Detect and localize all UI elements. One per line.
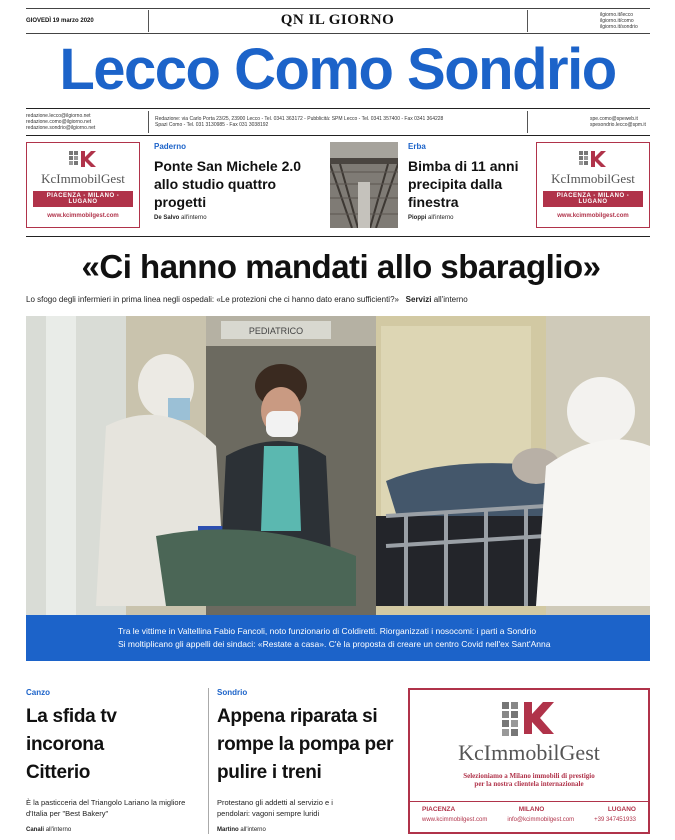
ad-email[interactable]: info@kcimmobilgest.com <box>507 817 575 823</box>
main-photo <box>26 316 650 619</box>
divider <box>527 111 528 133</box>
kc-logo-icon <box>579 149 607 171</box>
story-headline[interactable]: Ponte San Michele 2.0 allo studio quattro progetti <box>154 158 302 210</box>
divider <box>527 10 528 32</box>
issue-date: GIOVEDÌ 19 marzo 2020 <box>26 18 94 24</box>
ad-city: PIACENZA <box>422 806 456 813</box>
ad-cities: PIACENZA - MILANO - LUGANO <box>543 191 643 207</box>
rule <box>26 108 650 109</box>
story-paderno[interactable] <box>154 142 324 221</box>
ad-brand-name: KcImmobilGest <box>41 171 125 186</box>
story-byline: De Salvo all'interno <box>154 215 207 221</box>
editorial-emails: redazione.lecco@ilgiorno.net redazione.como@ilgiorno.net redazione.sondrio@ilgiorno.net <box>26 113 96 131</box>
edition-title: Lecco Como Sondrio <box>59 37 616 102</box>
ad-tagline: Selezioniamo a Milano immobili di prestigio per la nostra clientela internazionale <box>463 772 595 788</box>
story-canzo[interactable] <box>26 688 201 833</box>
divider <box>148 10 149 32</box>
ad-contacts: spe.como@speweb.it spesondrio.lecco@spm.it <box>590 116 646 128</box>
edition-websites: ilgiorno.it/lecco ilgiorno.it/como ilgiorno.it/sondrio <box>600 12 638 30</box>
ad-phone: +39 347451933 <box>594 817 636 823</box>
main-subline: Lo sfogo degli infermieri in prima linea negli ospedali: «Le protezioni che ci hanno dato erano sufficienti?» Servizi all'interno <box>26 295 468 304</box>
newspaper-brand: QN IL GIORNO <box>280 12 395 28</box>
divider <box>148 111 149 133</box>
ad-city: LUGANO <box>607 806 636 813</box>
rule <box>26 135 650 136</box>
story-byline: Martino all'interno <box>217 827 266 833</box>
story-byline: Pioppi all'interno <box>408 215 454 221</box>
story-byline: Canali all'interno <box>26 827 72 833</box>
story-headline[interactable]: Bimba di 11 anni precipita dalla finestra <box>408 158 519 210</box>
story-section: Canzo <box>26 688 50 697</box>
ad-url[interactable]: www.kcimmobilgest.com <box>47 213 119 219</box>
main-headline[interactable]: «Ci hanno mandati allo sbaraglio» <box>81 248 601 285</box>
ad-brand-name: KcImmobilGest <box>458 740 600 765</box>
story-headline[interactable]: La sfida tv incorona Citterio <box>26 706 117 783</box>
ad-url[interactable]: www.kcimmobilgest.com <box>557 213 629 219</box>
photo-sign: PEDIATRICO <box>248 326 304 336</box>
ad-footer <box>410 801 648 832</box>
rule <box>26 236 650 237</box>
ad-brand-name: KcImmobilGest <box>551 171 635 186</box>
story-section: Paderno <box>154 142 187 151</box>
ad-city: MILANO <box>518 806 545 813</box>
small-ad-left[interactable] <box>26 142 140 228</box>
story-section: Sondrio <box>217 688 248 697</box>
kc-logo-icon <box>69 149 97 171</box>
story-sondrio[interactable] <box>217 688 397 833</box>
photo-caption: Tra le vittime in Valtellina Fabio Fancoli, noto funzionario di Coldiretti. Riorganizzati i nosocomi: i parti a Sondrio Si moltiplicano gli appelli dei sindaci: «Restate a casa». C'è la proposta di creare un centro Covid nell'ex Sant'Anna <box>26 615 650 661</box>
kc-logo-icon <box>502 698 556 738</box>
ad-cities: PIACENZA - MILANO - LUGANO <box>33 191 133 207</box>
story-summary: È la pasticceria del Triangolo Lariano la migliore d'Italia per "Best Bakery" <box>26 798 186 818</box>
bridge-photo <box>330 142 398 228</box>
story-headline[interactable]: Appena riparata si rompe la pompa per pulire i treni <box>217 706 394 783</box>
divider <box>208 688 209 834</box>
top-rule <box>26 8 650 9</box>
story-summary: Protestano gli addetti al servizio e i pendolari: vagoni sempre luridi <box>217 798 333 818</box>
story-section: Erba <box>408 142 426 151</box>
editorial-contacts: Redazione: via Carlo Porta 23/25, 23900 Lecco - Tel. 0341 363172 - Pubblicità: SPM Lecco - Tel. 0341 357400 - Fax 0341 364228 Spazi Como - Tel. 031 3130985 - Fax 031 3038192 <box>155 116 444 128</box>
story-erba[interactable] <box>408 142 528 221</box>
ad-website[interactable]: www.kcimmobilgest.com <box>422 817 488 823</box>
big-ad[interactable] <box>408 688 650 834</box>
small-ad-right[interactable] <box>536 142 650 228</box>
rule <box>26 33 650 34</box>
